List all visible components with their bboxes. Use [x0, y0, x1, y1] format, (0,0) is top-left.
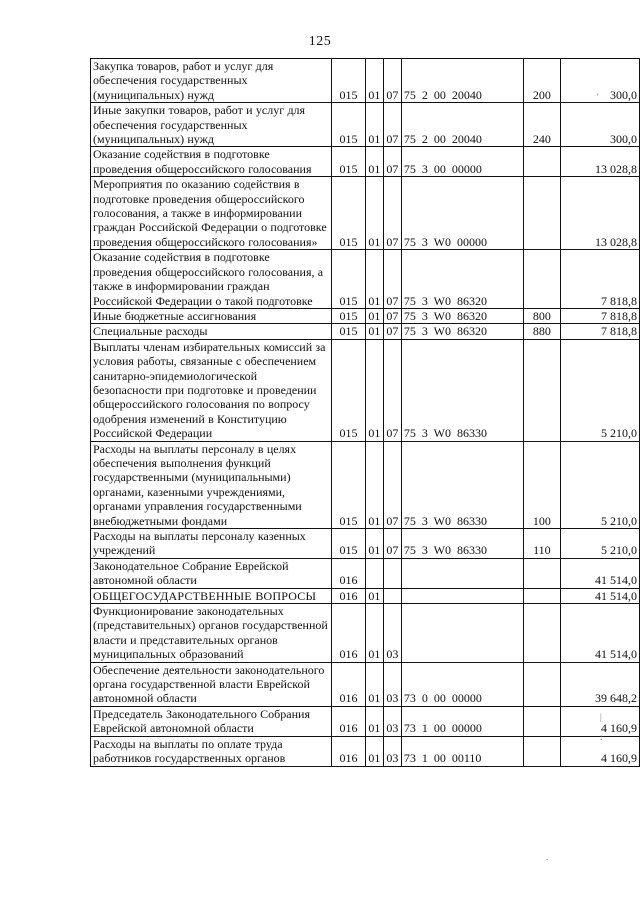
cell-sum: 13 028,8: [560, 147, 639, 177]
cell-ved: 015: [332, 177, 366, 250]
table-row: [91, 441, 640, 528]
cell-csr: 73 0 00 00000: [401, 662, 523, 706]
table-row: [91, 588, 640, 603]
table-row: [91, 177, 640, 250]
cell-sum: 7 818,8: [560, 324, 639, 339]
cell-pr: 07: [383, 250, 401, 309]
cell-vr: [524, 604, 561, 663]
cell-sum: 7 818,8: [560, 250, 639, 309]
cell-rz: 01: [365, 604, 383, 663]
cell-vr: [524, 250, 561, 309]
cell-pr: 07: [383, 103, 401, 147]
row-name: Специальные расходы: [91, 324, 332, 339]
cell-rz: [365, 558, 383, 588]
table-row: [91, 529, 640, 559]
cell-vr: 100: [524, 441, 561, 528]
cell-vr: [524, 558, 561, 588]
cell-ved: 016: [332, 662, 366, 706]
budget-table: [90, 58, 640, 767]
cell-sum: 13 028,8: [560, 177, 639, 250]
cell-pr: 07: [383, 59, 401, 103]
cell-sum: 41 514,0: [560, 604, 639, 663]
row-name: Оказание содействия в подготовке проведения общероссийского голосования, а также в информировании граждан Российской Федерации о такой подготовке: [91, 250, 332, 309]
cell-rz: 01: [365, 339, 383, 441]
row-name: Иные бюджетные ассигнования: [91, 308, 332, 323]
row-name: Мероприятия по оказанию содействия в подготовке проведения общероссийского голосования, а также в информировании граждан Российской Федерации о подготовке проведения общероссийского голосования»: [91, 177, 332, 250]
table-row: [91, 558, 640, 588]
cell-ved: 016: [332, 736, 366, 766]
row-name: Расходы на выплаты персоналу казенных учреждений: [91, 529, 332, 559]
cell-rz: 01: [365, 250, 383, 309]
cell-pr: 07: [383, 147, 401, 177]
cell-csr: 75 3 W0 86320: [401, 324, 523, 339]
cell-pr: 07: [383, 339, 401, 441]
cell-rz: 01: [365, 706, 383, 736]
cell-ved: 016: [332, 604, 366, 663]
cell-sum: 4 160,9: [560, 706, 639, 736]
cell-pr: 03: [383, 706, 401, 736]
cell-vr: [524, 662, 561, 706]
cell-sum: 4 160,9: [560, 736, 639, 766]
cell-csr: 75 3 W0 86320: [401, 308, 523, 323]
cell-rz: 01: [365, 308, 383, 323]
cell-rz: 01: [365, 529, 383, 559]
cell-vr: [524, 736, 561, 766]
table-row: [91, 736, 640, 766]
cell-ved: 015: [332, 441, 366, 528]
table-row: [91, 59, 640, 103]
cell-ved: 015: [332, 147, 366, 177]
cell-sum: 41 514,0: [560, 558, 639, 588]
cell-vr: 880: [524, 324, 561, 339]
row-name: Расходы на выплаты персоналу в целях обеспечения выполнения функций государственными (муниципальными) органами, казенными учреждениями, органами управления государственными внебюджетными фондами: [91, 441, 332, 528]
cell-pr: [383, 588, 401, 603]
table-row: [91, 103, 640, 147]
cell-rz: 01: [365, 177, 383, 250]
cell-rz: 01: [365, 662, 383, 706]
cell-ved: 015: [332, 250, 366, 309]
scan-mark: .: [546, 852, 549, 862]
cell-csr: [401, 604, 523, 663]
cell-vr: [524, 339, 561, 441]
scan-mark: :: [600, 732, 603, 742]
row-name: ОБЩЕГОСУДАРСТВЕННЫЕ ВОПРОСЫ: [91, 588, 332, 603]
page-number: 125: [308, 34, 332, 49]
cell-csr: 73 1 00 00110: [401, 736, 523, 766]
cell-rz: 01: [365, 147, 383, 177]
cell-ved: 016: [332, 588, 366, 603]
cell-rz: 01: [365, 736, 383, 766]
cell-csr: 75 3 W0 86330: [401, 529, 523, 559]
table-row: [91, 339, 640, 441]
cell-sum: 41 514,0: [560, 588, 639, 603]
cell-pr: 07: [383, 324, 401, 339]
cell-vr: [524, 147, 561, 177]
cell-vr: 800: [524, 308, 561, 323]
cell-ved: 016: [332, 558, 366, 588]
table-row: [91, 604, 640, 663]
row-name: Иные закупки товаров, работ и услуг для обеспечения государственных (муниципальных) нужд: [91, 103, 332, 147]
cell-ved: 015: [332, 324, 366, 339]
table-row: [91, 308, 640, 323]
cell-pr: 03: [383, 736, 401, 766]
table-row: [91, 662, 640, 706]
cell-ved: 015: [332, 59, 366, 103]
cell-vr: 240: [524, 103, 561, 147]
row-name: Расходы на выплаты по оплате труда работников государственных органов: [91, 736, 332, 766]
cell-sum: 300,0: [560, 59, 639, 103]
cell-ved: 015: [332, 529, 366, 559]
cell-sum: 39 648,2: [560, 662, 639, 706]
cell-csr: 75 3 W0 86320: [401, 250, 523, 309]
row-name: Закупка товаров, работ и услуг для обеспечения государственных (муниципальных) нужд: [91, 59, 332, 103]
cell-csr: 75 2 00 20040: [401, 103, 523, 147]
row-name: Выплаты членам избирательных комиссий за условия работы, связанные с обеспечением санитарно-эпидемиологической безопасности при подготовке и проведении общероссийского голосования по вопросу одобрения изменений в Конституцию Российской Федерации: [91, 339, 332, 441]
cell-csr: 75 3 00 00000: [401, 147, 523, 177]
cell-ved: 015: [332, 103, 366, 147]
scan-mark: ': [597, 92, 599, 102]
cell-csr: 75 3 W0 00000: [401, 177, 523, 250]
cell-csr: 75 3 W0 86330: [401, 441, 523, 528]
row-name: Председатель Законодательного Собрания Еврейской автономной области: [91, 706, 332, 736]
scan-mark: |: [600, 712, 602, 722]
cell-rz: 01: [365, 103, 383, 147]
cell-rz: 01: [365, 324, 383, 339]
cell-ved: 015: [332, 339, 366, 441]
cell-pr: 03: [383, 662, 401, 706]
cell-csr: [401, 558, 523, 588]
cell-vr: [524, 706, 561, 736]
cell-vr: [524, 588, 561, 603]
cell-ved: 015: [332, 308, 366, 323]
table-row: [91, 147, 640, 177]
row-name: Функционирование законодательных (представительных) органов государственной власти и представительных органов муниципальных образований: [91, 604, 332, 663]
row-name: Обеспечение деятельности законодательного органа государственной власти Еврейской автономной области: [91, 662, 332, 706]
cell-sum: 5 210,0: [560, 529, 639, 559]
cell-pr: 07: [383, 177, 401, 250]
cell-csr: 75 2 00 20040: [401, 59, 523, 103]
cell-pr: [383, 558, 401, 588]
cell-pr: 07: [383, 529, 401, 559]
cell-sum: 5 210,0: [560, 339, 639, 441]
cell-csr: [401, 588, 523, 603]
table-row: [91, 324, 640, 339]
cell-rz: 01: [365, 441, 383, 528]
table-row: [91, 250, 640, 309]
cell-sum: 5 210,0: [560, 441, 639, 528]
cell-rz: 01: [365, 59, 383, 103]
cell-csr: 75 3 W0 86330: [401, 339, 523, 441]
cell-sum: 7 818,8: [560, 308, 639, 323]
cell-pr: 07: [383, 308, 401, 323]
cell-vr: [524, 177, 561, 250]
cell-sum: 300,0: [560, 103, 639, 147]
cell-csr: 73 1 00 00000: [401, 706, 523, 736]
cell-pr: 03: [383, 604, 401, 663]
cell-ved: 016: [332, 706, 366, 736]
cell-pr: 07: [383, 441, 401, 528]
row-name: Оказание содействия в подготовке проведения общероссийского голосования: [91, 147, 332, 177]
row-name: Законодательное Собрание Еврейской автономной области: [91, 558, 332, 588]
cell-vr: 200: [524, 59, 561, 103]
cell-rz: 01: [365, 588, 383, 603]
table-row: [91, 706, 640, 736]
cell-vr: 110: [524, 529, 561, 559]
